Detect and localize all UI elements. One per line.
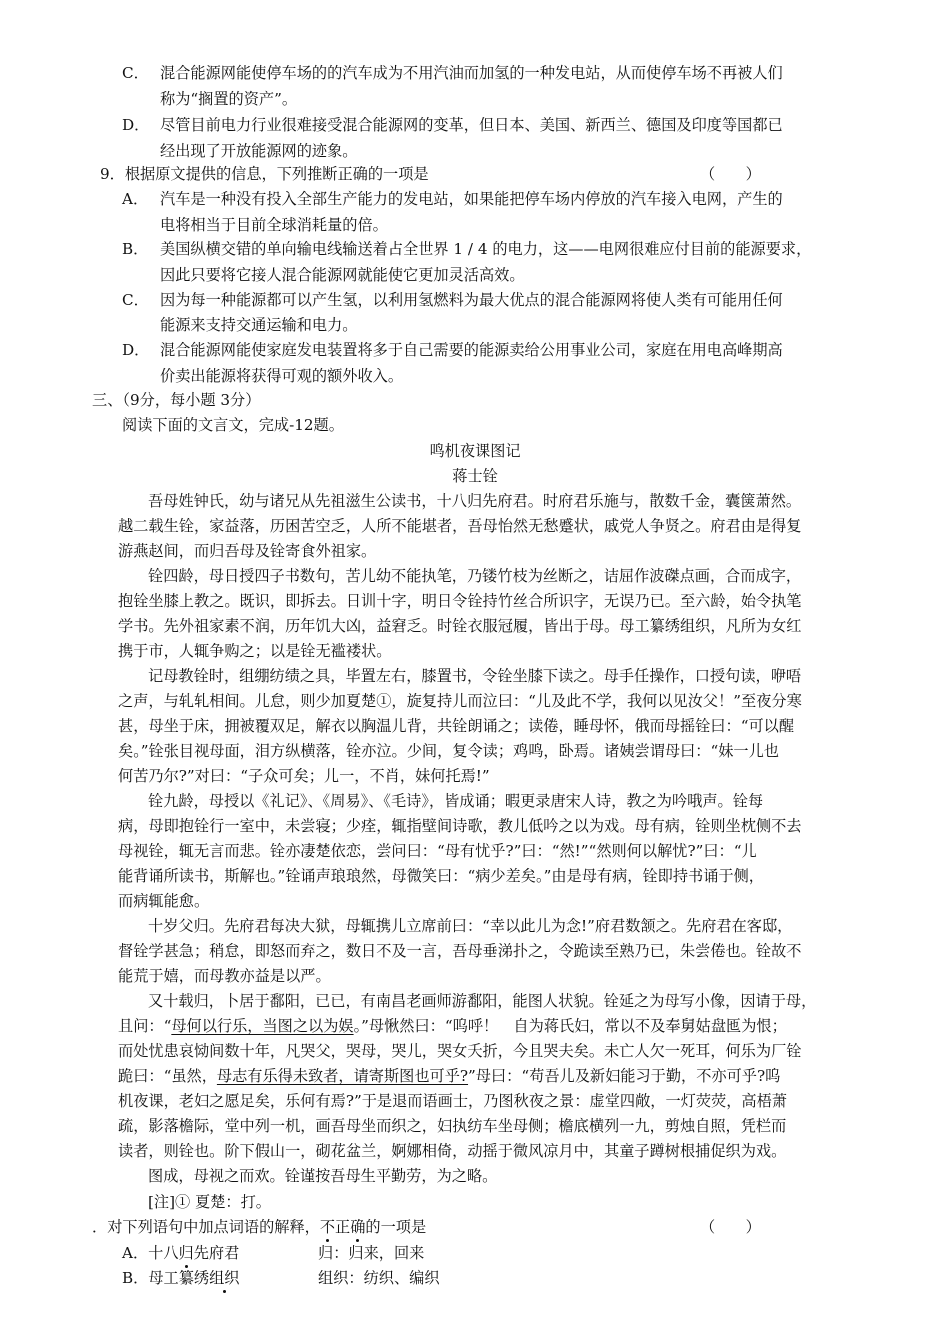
option-text: 尽管目前电力行业很难接受混合能源网的变革，但日本、美国、新西兰、德国及印度等国都已 <box>160 116 783 134</box>
essay-title: 鸣机夜课图记 <box>429 442 521 460</box>
essay-line: 又十载归，卜居于鄱阳，已已，有南昌老画师游鄱阳，能图人状貌。铨延之为母写小像，因请于母， <box>148 992 817 1010</box>
question-10-stem: ．对下列语句中加点词语的解释，不正确的一项是 <box>92 1218 427 1236</box>
question-9-stem: 9．根据原文提供的信息，下列推断正确的一项是 <box>100 165 429 183</box>
essay-text: 跪曰：“虽然， <box>118 1067 217 1085</box>
essay-line: 而处忧患哀恸间数十年，凡哭父，哭母，哭儿，哭女夭折，今且哭夫矣。未亡人欠一死耳，何乐为厂铨 <box>118 1042 802 1060</box>
option-text: 经出现了开放能源网的迹象。 <box>160 142 358 160</box>
emphasis-dot-char: 归 <box>178 1244 194 1262</box>
essay-line: 疏，影落檐际，堂中列一机，画吾母坐而织之，妇执纺车坐母侧；檐底横列一九，剪烛自照，凭栏而 <box>118 1117 787 1135</box>
option-letter: D． <box>122 341 150 359</box>
option-row: A．十八归先府君 <box>122 1244 240 1262</box>
essay-line: 督铨学甚急；稍怠，即怒而弃之，数日不及一言，吾母垂涕扑之，令跪读至熟乃已，朱尝倦也。铨故不 <box>118 942 802 960</box>
answer-paren: （ ） <box>700 1218 761 1236</box>
option-letter: A． <box>122 1244 149 1262</box>
essay-line: 矣。”铨张目视母面，泪方纵横落，铨亦泣。少间，复令读；鸡鸣，卧焉。诸姨尝谓母曰：“妹一儿也 <box>118 742 779 760</box>
essay-line: 越二载生铨，家益落，历困苦空乏，人所不能堪者，吾母怡然无愁蹙状，戚党人争贤之。府君由是得复 <box>118 517 802 535</box>
option-letter: C． <box>122 64 149 82</box>
option-text: 因此只要将它接人混合能源网就能使它更加灵活高效。 <box>160 266 525 284</box>
essay-line: 十岁父归。先府君每决大狱，母辄携儿立席前曰：“幸以此儿为念!”府君数颔之。先府君在客邸， <box>148 917 793 935</box>
essay-line <box>118 1066 780 1086</box>
option-text: 美国纵横交错的单向输电线输送着占全世界 1 / 4 的电力，这——电网很难应付目前的能源要求， <box>160 240 812 258</box>
essay-line: 甚，母坐于床，拥被覆双足，解衣以胸温儿背，共铨朗诵之；读倦，睡母怀，俄而母摇铨曰：“可以醒 <box>118 717 795 735</box>
option-gloss: 归：归来，回来 <box>318 1244 425 1262</box>
option-gloss: 组织：纺织、编织 <box>318 1269 440 1287</box>
section-heading: 三、（9分，每小题 3分） <box>92 391 261 409</box>
essay-line: 何苦乃尔?”对曰：“子众可矣；儿一，不肖，妹何托焉!” <box>118 767 490 785</box>
option-text: 因为每一种能源都可以产生氢，以利用氢燃料为最大优点的混合能源网将使人类有可能用任何 <box>160 291 783 309</box>
essay-line: 病，母即抱铨行一室中，未尝寝；少痊，辄指壁间诗歌，教儿低吟之以为戏。母有病，铨则坐枕侧不去 <box>118 817 802 835</box>
essay-line: 学书。先外祖家素不润，历年饥大凶，益窘乏。时铨衣服冠履，皆出于母。母工纂绣组织，凡所为女红 <box>118 617 802 635</box>
essay-line: 读者，则铨也。阶下假山一，砌花盆兰，婀娜相倚，动摇于微风凉月中，其童子蹲树根捕促织为戏。 <box>118 1142 787 1160</box>
essay-text: ”母曰：“苟吾儿及新妇能习于勤，不亦可乎?呜 <box>468 1067 781 1085</box>
section-instruction: 阅读下面的文言文，完成-12题。 <box>122 416 344 434</box>
essay-line: 母视铨，辄无言而悲。铨亦凄楚依恋，尝问曰：“母有忧乎?”曰：“然!”“然则何以解忧?”曰：“儿 <box>118 842 757 860</box>
essay-line: 能荒于嬉，而母教亦益是以严。 <box>118 967 331 985</box>
essay-line: 游燕赵间，而归吾母及铨寄食外祖家。 <box>118 542 377 560</box>
option-text: 电将相当于目前全球消耗量的倍。 <box>160 216 388 234</box>
underlined-sentence: 母志有乐得未致者，请寄斯图也可乎? <box>216 1067 469 1085</box>
option-text: 称为“搁置的资产”。 <box>160 90 298 108</box>
essay-line: 图成，母视之而欢。铨谨按吾母生平勤劳，为之略。 <box>148 1167 498 1185</box>
essay-line: 携于市，人辄争购之；以是铨无褴褛状。 <box>118 642 392 660</box>
option-letter: C． <box>122 291 149 309</box>
option-text: 能源来支持交通运输和电力。 <box>160 316 358 334</box>
essay-line: 之声，与轧轧相间。儿怠，则少加夏楚①，旋复持儿而泣曰：“儿及此不学，我何以见汝父！”至夜分寒 <box>118 692 802 710</box>
option-letter: A． <box>122 190 149 208</box>
option-row: B．母工纂绣组织 <box>122 1269 240 1287</box>
essay-author: 蒋士铨 <box>452 467 498 485</box>
option-text: 混合能源网能使家庭发电装置将多于自己需要的能源卖给公用事业公司，家庭在用电高峰期高 <box>160 341 783 359</box>
emphasis-dot-char: 组织 <box>209 1269 240 1287</box>
essay-line: 铨四龄，母日授四子书数句，苦儿幼不能执笔，乃镂竹枝为丝断之，诘屈作波磔点画，合而成字， <box>148 567 802 585</box>
essay-line: 能背诵所读书，斯解也。”铨诵声琅琅然，母微笑曰：“病少差矣。”由是母有病，铨即持书诵于侧， <box>118 867 764 885</box>
option-letter: B． <box>122 240 149 258</box>
emphasis-dot-char: 确 <box>350 1218 366 1236</box>
essay-line: 而病辄能愈。 <box>118 892 210 910</box>
essay-text: 。”母愀然曰：“呜呼！ 自为蒋氏妇，常以不及奉舅姑盘匜为恨； <box>353 1017 787 1035</box>
underlined-sentence: 母何以行乐，当图之以为娱 <box>171 1017 354 1035</box>
option-letter: B． <box>122 1269 149 1287</box>
emphasis-dot-char: 不 <box>319 1218 335 1236</box>
essay-line: 吾母姓钟氏，幼与诸兄从先祖滋生公读书，十八归先府君。时府君乐施与，散数千金，囊箧萧然。 <box>148 492 802 510</box>
essay-line: 机夜课，老妇之愿足矣，乐何有焉?”于是退而语画士，乃图秋夜之景：虚堂四敞，一灯荧荧，高梧萧 <box>118 1092 787 1110</box>
essay-line: 铨九龄，母授以《礼记》、《周易》、《毛诗》，皆成诵；暇更录唐宋人诗，教之为吟哦声。铨每 <box>148 792 764 810</box>
essay-line <box>118 1016 787 1036</box>
answer-paren: （ ） <box>700 165 761 183</box>
option-text: 混合能源网能使停车场的的汽车成为不用汽油而加氢的一种发电站，从而使停车场不再被人们 <box>160 64 783 82</box>
option-letter: D． <box>122 116 150 134</box>
essay-line: 抱铨坐膝上教之。既识，即拆去。日训十字，明日令铨持竹丝合所识字，无误乃已。至六龄，始令执笔 <box>118 592 802 610</box>
option-text: 价卖出能源将获得可观的额外收入。 <box>160 367 403 385</box>
essay-line: 记母教铨时，组绷纺绩之具，毕置左右，膝置书，令铨坐膝下读之。母手任操作，口授句读，咿唔 <box>148 667 802 685</box>
option-text: 汽车是一种没有投入全部生产能力的发电站，如果能把停车场内停放的汽车接入电网，产生的 <box>160 190 783 208</box>
essay-note: [注]① 夏楚：打。 <box>148 1193 271 1211</box>
essay-text: 且问：“ <box>118 1017 172 1035</box>
